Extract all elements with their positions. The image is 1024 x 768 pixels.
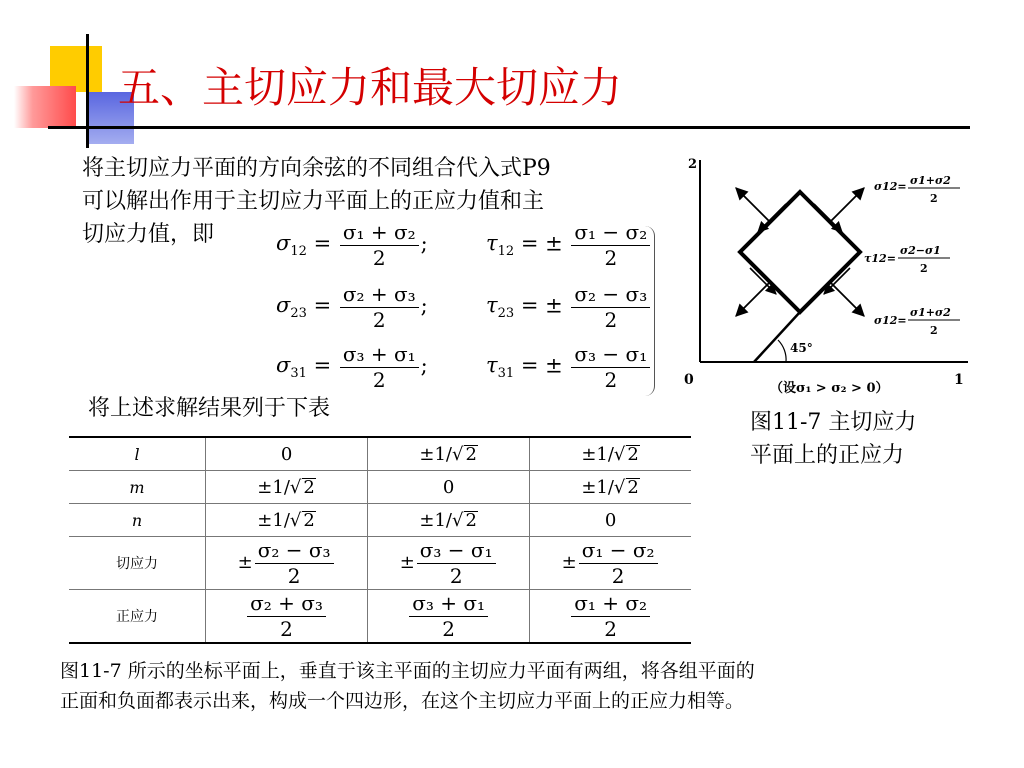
angle-label: 45° bbox=[790, 341, 813, 355]
table-row-m bbox=[69, 471, 691, 504]
bottom-line-2: 正面和负面都表示出来，构成一个四边形，在这个主切应力平面上的正应力相等。 bbox=[60, 690, 745, 712]
table-cell: ± $\frac{\text{σ₃ − σ₁}}{2}$ bbox=[368, 537, 530, 590]
bottom-line-1: 图11-7 所示的坐标平面上，垂直于该主平面的主切应力平面有两组，将各组平面的 bbox=[60, 660, 755, 682]
formula-row-12-tau: $\tau_{12}$ = ± $\frac{\text{σ₁ − σ₂}}{2}$ bbox=[486, 220, 652, 270]
caption-line-1: 图11-7 主切应力 bbox=[750, 410, 917, 435]
axis-label-1: 1 bbox=[954, 372, 964, 388]
logo-vertical-line bbox=[86, 34, 89, 148]
table-cell: ± $\frac{\text{σ₁ − σ₂}}{2}$ bbox=[530, 537, 691, 590]
table-cell: ±1/√ 2 bbox=[206, 504, 368, 537]
formula-fraction: $\frac{\text{σ₁ − σ₂}}{2}$ bbox=[571, 220, 650, 270]
table-cell: ± $\frac{\text{σ₂ − σ₃}}{2}$ bbox=[206, 537, 368, 590]
normal-arrow bbox=[830, 188, 864, 222]
formula-row-23: $\sigma_{23}$ = $\frac{\text{σ₂ + σ₃}}{2}$ ; bbox=[276, 282, 428, 332]
shear-arrow bbox=[814, 204, 842, 232]
svg-text:σ2−σ1: σ2−σ1 bbox=[900, 244, 941, 257]
svg-text:2: 2 bbox=[920, 262, 928, 275]
svg-text:σ1+σ2: σ1+σ2 bbox=[910, 174, 951, 187]
condition-label: （设σ₁ > σ₂ > 0） bbox=[770, 381, 889, 396]
axis-label-2: 2 bbox=[688, 157, 698, 172]
formula-fraction: $\frac{\text{σ₁ + σ₂}}{2}$ bbox=[340, 220, 419, 270]
formula-fraction: $\frac{\text{σ₂ − σ₃}}{2}$ bbox=[571, 282, 650, 332]
intro-line-2: 可以解出作用于主切应力平面上的正应力值和主 bbox=[82, 189, 545, 214]
table-cell: ±1/√ 2 bbox=[530, 437, 691, 471]
table-cell: ±1/√ 2 bbox=[368, 437, 530, 471]
table-cell: ±1/√ 2 bbox=[206, 471, 368, 504]
formula-fraction: $\frac{\text{σ₃ − σ₁}}{2}$ bbox=[571, 342, 650, 392]
intro-line-1: 将主切应力平面的方向余弦的不同组合代入式P9 bbox=[82, 156, 551, 181]
logo-red-block bbox=[14, 86, 76, 128]
table-cell: 0 bbox=[530, 504, 691, 537]
row-head: m bbox=[69, 471, 206, 504]
svg-text:2: 2 bbox=[930, 192, 938, 205]
table-intro: 将上述求解结果列于下表 bbox=[88, 396, 331, 421]
table-cell: 0 bbox=[368, 471, 530, 504]
angle-arc bbox=[778, 340, 786, 362]
page-title: 五、主切应力和最大切应力 bbox=[118, 63, 623, 112]
row-head: l bbox=[69, 437, 206, 471]
caption-line-2: 平面上的正应力 bbox=[750, 443, 905, 468]
figure-caption bbox=[750, 406, 916, 472]
svg-text:σ1+σ2: σ1+σ2 bbox=[910, 306, 951, 319]
table-cell: ±1/√ 2 bbox=[368, 504, 530, 537]
stress-diagram bbox=[678, 152, 968, 402]
table-row-n bbox=[69, 504, 691, 537]
table-cell: $\frac{\text{σ₂ + σ₃}}{2}$ bbox=[206, 590, 368, 644]
svg-text:2: 2 bbox=[930, 324, 938, 337]
label-tau12: τ12= bbox=[864, 252, 896, 265]
normal-arrow bbox=[830, 282, 864, 316]
table-cell: $\frac{\text{σ₁ + σ₂}}{2}$ bbox=[530, 590, 691, 644]
normal-arrow bbox=[736, 188, 770, 222]
table-row-shear bbox=[69, 537, 691, 590]
table-cell: ±1/√ 2 bbox=[530, 471, 691, 504]
formula-fraction: $\frac{\text{σ₂ + σ₃}}{2}$ bbox=[340, 282, 419, 332]
table-cell: 0 bbox=[206, 437, 368, 471]
row-head: n bbox=[69, 504, 206, 537]
table-row-normal bbox=[69, 590, 691, 644]
formula-row-31: $\sigma_{31}$ = $\frac{\text{σ₃ + σ₁}}{2}$ ; bbox=[276, 342, 428, 392]
table-cell: $\frac{\text{σ₃ + σ₁}}{2}$ bbox=[368, 590, 530, 644]
label-sigma12-top: σ12= bbox=[874, 180, 907, 193]
intro-line-3: 切应力值，即 bbox=[82, 222, 215, 247]
formula-row-23-tau: $\tau_{23}$ = ± $\frac{\text{σ₂ − σ₃}}{2}$ bbox=[486, 282, 652, 332]
results-table bbox=[69, 436, 691, 644]
normal-arrow bbox=[736, 282, 770, 316]
bottom-paragraph bbox=[60, 656, 755, 716]
title-divider bbox=[48, 126, 970, 129]
label-sigma12-bottom: σ12= bbox=[874, 314, 907, 327]
axis-label-0: 0 bbox=[684, 372, 694, 388]
row-head: 正应力 bbox=[69, 590, 206, 644]
table-row-l bbox=[69, 437, 691, 471]
formula-row-31-tau: $\tau_{31}$ = ± $\frac{\text{σ₃ − σ₁}}{2}$ bbox=[486, 342, 652, 392]
shear-arrow bbox=[758, 204, 786, 232]
formula-fraction: $\frac{\text{σ₃ + σ₁}}{2}$ bbox=[340, 342, 419, 392]
formula-brace bbox=[640, 226, 655, 396]
row-head: 切应力 bbox=[69, 537, 206, 590]
formula-row-12: $\sigma_{12}$ = $\frac{\text{σ₁ + σ₂}}{2}$ ; bbox=[276, 220, 428, 270]
